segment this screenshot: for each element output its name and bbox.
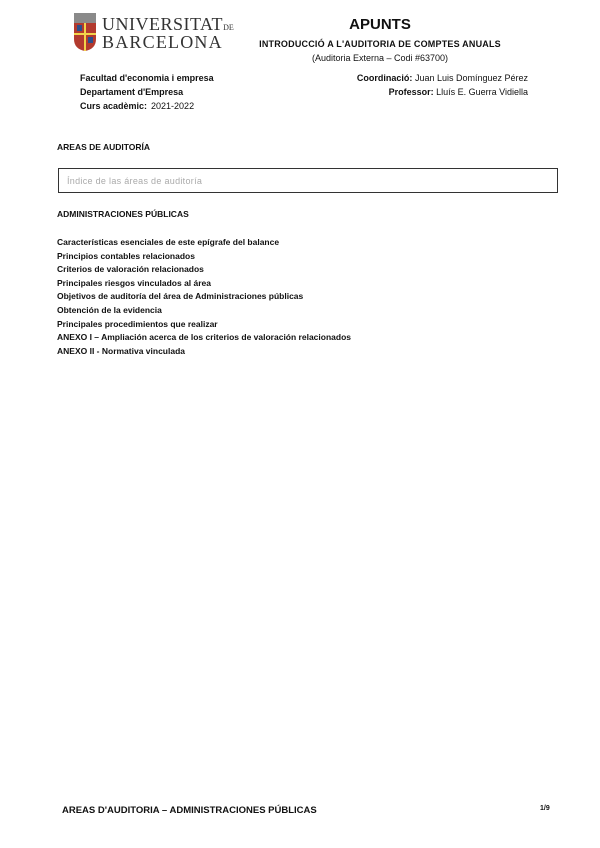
toc-item[interactable]: Características esenciales de este epígrafe del balance [57,237,280,247]
university-shield-icon [74,13,96,51]
coordinator-info: Coordinació: Juan Luis Domínguez Pérez [356,73,528,83]
document-subtitle: INTRODUCCIÓ A L'AUDITORIA DE COMPTES ANUALS [259,39,501,49]
section-heading: ADMINISTRACIONES PÚBLICAS [57,209,189,219]
toc-item[interactable]: Principales procedimientos que realizar [57,318,218,329]
academic-year: Curs acadèmic: 2021-2022 [80,101,195,111]
university-logo [74,13,234,55]
table-of-contents [57,236,351,358]
department-label: Departament d'Empresa [80,87,184,97]
toc-item[interactable]: Objetivos de auditoría del área de Administraciones públicas [57,291,304,302]
index-box [58,168,558,193]
professor-info: Professor: Lluís E. Guerra Vidiella [388,87,528,97]
index-box-label: Índice de las áreas de auditoría [67,176,203,186]
page-number: 1/9 [540,805,550,812]
footer-title: AREAS D'AUDITORIA – ADMINISTRACIONES PÚBLICAS [62,805,317,816]
toc-item[interactable]: Obtención de la evidencia [57,304,162,315]
toc-item[interactable]: Principios contables relacionados [57,250,195,261]
toc-item[interactable]: Criterios de valoración relacionados [57,264,204,275]
document-title: APUNTS [349,16,411,33]
toc-item[interactable]: ANEXO II - Normativa vinculada [57,345,186,356]
logo-line2: BARCELONA [102,32,223,52]
areas-heading: AREAS DE AUDITORÍA [57,142,151,152]
course-code: (Auditoria Externa – Codi #63700) [311,53,449,63]
toc-item[interactable]: ANEXO I – Ampliación acerca de los criterios de valoración relacionados [57,332,351,343]
toc-item[interactable]: Principales riesgos vinculados al área [57,277,212,288]
logo-line1: UNIVERSITATDE [102,14,234,34]
faculty-label: Facultad d'economia i empresa [80,73,214,83]
